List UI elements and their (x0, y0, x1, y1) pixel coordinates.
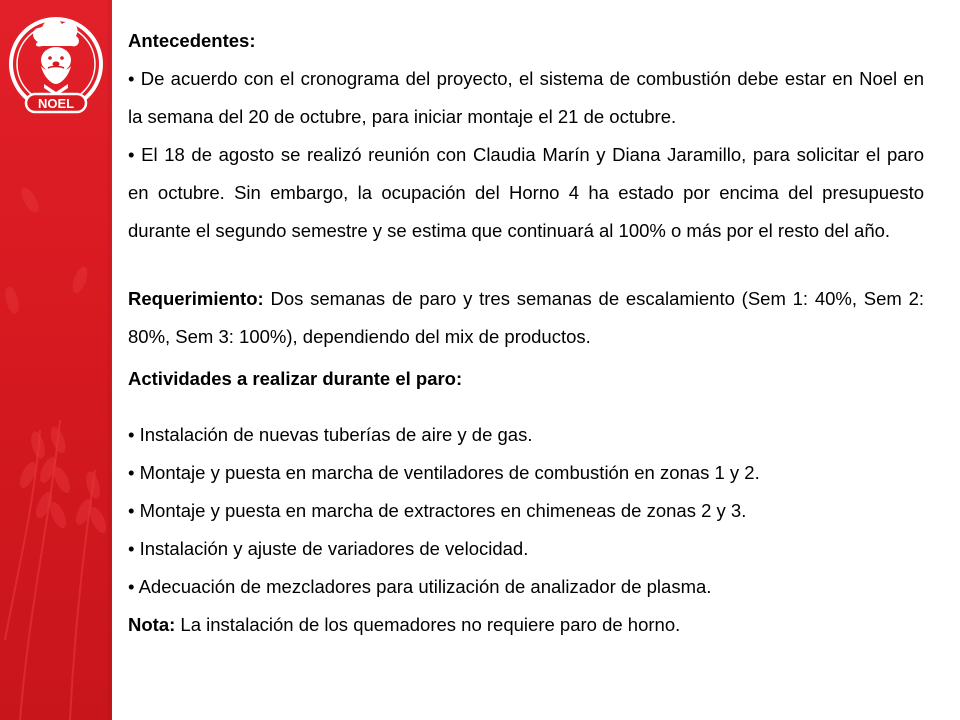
requerimiento-label: Requerimiento: (128, 288, 264, 309)
logo-text: NOEL (37, 96, 75, 111)
actividad-item-2: • Montaje y puesta en marcha de ventiladores de combustión en zonas 1 y 2. (128, 462, 760, 483)
brand-sidebar (0, 0, 112, 720)
sidebar-edge-shadow (108, 0, 112, 720)
requerimiento-paragraph (128, 280, 924, 356)
nota-text: La instalación de los quemadores no requiere paro de horno. (175, 614, 681, 635)
antecedentes-heading: Antecedentes: (128, 30, 256, 51)
actividad-item-1: • Instalación de nuevas tuberías de aire y de gas. (128, 424, 533, 445)
nota-paragraph (128, 606, 924, 644)
actividad-item-3: • Montaje y puesta en marcha de extractores en chimeneas de zonas 2 y 3. (128, 500, 747, 521)
noel-logo (8, 8, 104, 120)
antecedentes-bullet-2: • El 18 de agosto se realizó reunión con Claudia Marín y Diana Jaramillo, para solicitar el paro en octubre. Sin embargo, la ocupación del Horno 4 ha estado por encima del presupuesto durante el segundo semestre y se estima que continuará al 100% o más por el resto del año. (128, 144, 924, 241)
nota-label: Nota: (128, 614, 176, 635)
slide-body (128, 22, 924, 644)
actividad-item-5: • Adecuación de mezcladores para utilización de analizador de plasma. (128, 576, 712, 597)
actividad-item-4: • Instalación y ajuste de variadores de velocidad. (128, 538, 529, 559)
requerimiento-text: Dos semanas de paro y tres semanas de escalamiento (Sem 1: 40%, Sem 2: 80%, Sem 3: 100%), dependiendo del mix de productos. (128, 288, 924, 347)
antecedentes-bullet-1: • De acuerdo con el cronograma del proyecto, el sistema de combustión debe estar en Noel en la semana del 20 de octubre, para iniciar montaje el 21 de octubre. (128, 68, 924, 127)
actividades-heading: Actividades a realizar durante el paro: (128, 368, 463, 389)
